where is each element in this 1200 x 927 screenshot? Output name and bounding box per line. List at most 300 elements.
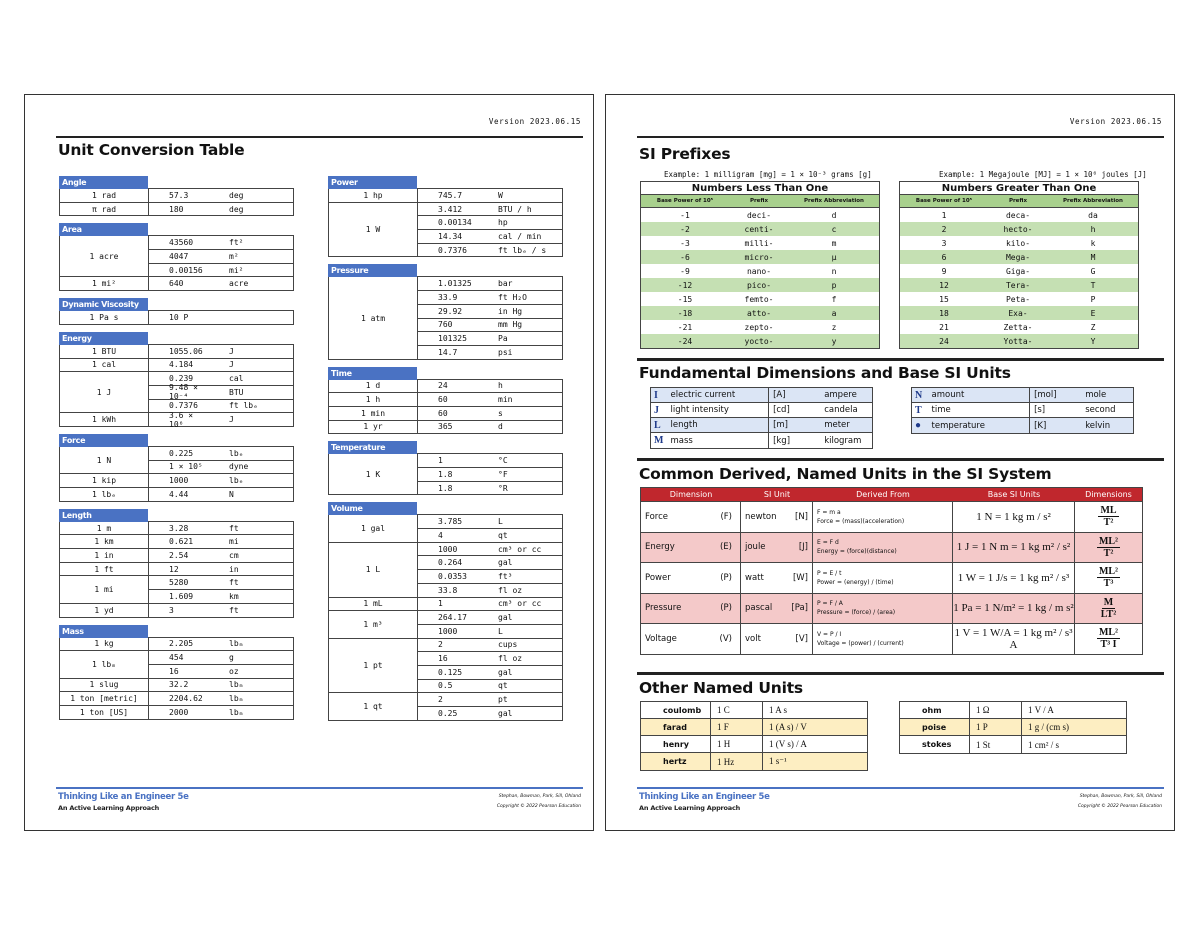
prefix-power: -1 xyxy=(680,210,690,220)
conversion-row xyxy=(418,277,562,291)
big-prefix-example: Example: 1 Megajoule [MJ] = 1 × 10⁶ joules [J] xyxy=(939,170,1147,179)
conversion-row xyxy=(418,203,562,217)
conversion-value: 2.54 xyxy=(169,550,189,560)
conversion-row xyxy=(418,611,562,625)
conversion-unit: in xyxy=(229,564,239,574)
section-title: Pressure xyxy=(328,264,417,277)
derived-unit xyxy=(741,624,813,654)
other-unit-name: ohm xyxy=(900,702,970,718)
quantity-name: Pressure xyxy=(645,603,682,614)
other-unit-base: 1 (V s) / A xyxy=(769,739,807,749)
dimension-name: temperature xyxy=(931,420,985,431)
conversion-row xyxy=(418,666,562,680)
conversion-unit: g xyxy=(229,653,234,663)
prefix-power: 6 xyxy=(941,252,947,262)
conversion-group xyxy=(59,410,294,429)
prefix-power: 2 xyxy=(941,224,947,234)
conversion-group xyxy=(328,393,563,407)
section-header-line xyxy=(148,434,294,447)
conversion-from: π rad xyxy=(60,203,149,217)
conversion-value: 1 × 10⁵ xyxy=(169,462,203,472)
other-unit-name: poise xyxy=(900,719,970,735)
section-header xyxy=(328,441,563,466)
dimension-symbol: ● xyxy=(915,420,922,431)
prefix-power: 9 xyxy=(941,266,947,276)
conversion-value: 745.7 xyxy=(438,190,463,200)
other-unit-name: stokes xyxy=(900,736,970,753)
prefix-header xyxy=(900,195,1138,208)
conversion-value: 33.9 xyxy=(438,292,458,302)
conversion-section xyxy=(59,434,294,502)
conversion-values xyxy=(149,311,293,325)
version-label: Version 2023.06.15 xyxy=(488,117,581,126)
section-header xyxy=(328,367,563,380)
other-unit-row xyxy=(900,702,1126,719)
dimension-denominator: T² xyxy=(1103,517,1114,529)
title-rule xyxy=(637,136,1164,138)
prefix-power: -3 xyxy=(680,238,690,248)
formula: E = F d xyxy=(817,539,839,547)
base-units: 1 V = 1 W/A = 1 kg m² / s³ A xyxy=(953,624,1075,654)
conversion-group xyxy=(59,706,294,720)
conversion-unit: lbₑ xyxy=(229,448,244,458)
conversion-group xyxy=(59,447,294,474)
footer-book-title: Thinking Like an Engineer 5e xyxy=(58,792,189,802)
conversion-group xyxy=(59,604,294,618)
prefix-abbrev: c xyxy=(831,224,837,234)
prefix-row xyxy=(641,250,879,264)
conversion-from: 1 J xyxy=(60,372,149,413)
conversion-value: 4047 xyxy=(169,251,189,261)
quantity-symbol: (P) xyxy=(720,603,732,614)
derived-from xyxy=(813,533,953,563)
conversion-unit: qt xyxy=(498,681,508,691)
conversion-row xyxy=(418,625,562,639)
conversion-value: 3.412 xyxy=(438,204,463,214)
derived-quantity xyxy=(641,594,741,624)
conversion-row xyxy=(149,488,293,502)
section-header xyxy=(59,625,294,638)
conversion-unit: h xyxy=(498,381,503,391)
derived-quantity xyxy=(641,624,741,654)
dimension-base-symbol: [K] xyxy=(1029,418,1075,433)
derived-units-table xyxy=(640,487,1143,655)
footer-authors: Stephan, Bowman, Park, Sill, Ohland xyxy=(498,794,581,799)
conversion-values xyxy=(418,454,562,495)
conversion-from: 1 K xyxy=(329,454,418,495)
section-title: Time xyxy=(328,367,417,380)
conversion-row xyxy=(149,447,293,461)
dimension-name: amount xyxy=(931,390,965,400)
prefix-row xyxy=(900,306,1138,320)
conversion-unit: J xyxy=(229,360,234,370)
dimension-formula xyxy=(1075,624,1142,654)
conversion-row xyxy=(418,230,562,244)
formula: V = P / I xyxy=(817,630,842,638)
conversion-from: 1 m³ xyxy=(329,611,418,638)
prefix-name: deca- xyxy=(1005,210,1031,220)
dimension-base-symbol: [A] xyxy=(768,388,814,402)
conversion-unit: deg xyxy=(229,190,244,200)
conversion-row xyxy=(418,291,562,305)
conversion-row xyxy=(418,454,562,468)
conversion-row xyxy=(418,407,562,421)
section-header-line xyxy=(417,441,563,454)
unit-name: watt xyxy=(745,572,764,583)
prefix-name: nano- xyxy=(746,266,772,276)
conversion-unit: Pa xyxy=(498,334,508,344)
conversion-value: 1.609 xyxy=(169,591,194,601)
conversion-unit: dyne xyxy=(229,462,249,472)
section-header-line xyxy=(417,502,563,515)
prefix-power: 12 xyxy=(939,280,949,290)
quantity-name: Force xyxy=(645,511,668,522)
conversion-group xyxy=(59,549,294,563)
conversion-unit: fl oz xyxy=(498,654,523,664)
conversion-from: 1 min xyxy=(329,407,418,421)
conversion-unit: °R xyxy=(498,483,508,493)
conversion-from: 1 yr xyxy=(329,421,418,435)
section-title: Temperature Change xyxy=(328,441,417,454)
dimension-name: length xyxy=(670,420,698,430)
section-title: Power xyxy=(328,176,417,189)
prefix-power: -24 xyxy=(677,336,693,346)
conversion-unit: psi xyxy=(498,347,513,357)
conversion-row xyxy=(149,250,293,264)
section-title: Area xyxy=(59,223,148,236)
conversion-from: 1 slug xyxy=(60,679,149,693)
conversion-value: 640 xyxy=(169,279,184,289)
unit-name: newton xyxy=(745,511,777,522)
conversion-values xyxy=(149,563,293,577)
conversion-unit: J xyxy=(229,346,234,356)
prefix-power: -21 xyxy=(677,322,693,332)
conversion-value: 12 xyxy=(169,564,179,574)
conversion-row xyxy=(149,264,293,278)
conversion-from: 1 pt xyxy=(329,639,418,694)
conversion-value: 1000 xyxy=(438,544,458,554)
conversion-unit: ft xyxy=(229,578,239,588)
conversion-values xyxy=(149,372,293,413)
quantity-symbol: (P) xyxy=(720,572,732,583)
prefix-row xyxy=(900,334,1138,348)
other-unit-symbol: 1 H xyxy=(711,736,763,752)
unit-abbrev: [Pa] xyxy=(791,603,808,614)
conversion-unit: lbₘ xyxy=(229,639,244,649)
prefix-abbrev: G xyxy=(1090,266,1096,276)
other-unit-symbol: 1 P xyxy=(970,719,1022,735)
conversion-unit: ft³ xyxy=(498,571,513,581)
conversion-values xyxy=(418,393,562,407)
conversion-group xyxy=(328,598,563,612)
conversion-unit: gal xyxy=(498,667,513,677)
section-header-line xyxy=(148,176,294,189)
conversion-values xyxy=(149,706,293,720)
dimension-numerator: ML² xyxy=(1098,535,1119,547)
section-header-line xyxy=(417,264,563,277)
prefix-abbrev: y xyxy=(831,336,837,346)
section-header-line xyxy=(417,367,563,380)
other-units-title: Other Named Units xyxy=(639,679,803,697)
si-prefixes-title: SI Prefixes xyxy=(639,145,731,163)
conversion-values xyxy=(149,604,293,618)
conversion-value: 14.34 xyxy=(438,231,463,241)
conversion-row xyxy=(149,461,293,475)
conversion-row xyxy=(149,383,293,402)
conversion-unit: cups xyxy=(498,640,518,650)
conversion-row xyxy=(418,707,562,721)
conversion-unit: acre xyxy=(229,279,249,289)
derived-quantity xyxy=(641,533,741,563)
conversion-group xyxy=(328,421,563,435)
conversion-from: 1 lbₑ xyxy=(60,488,149,502)
prefix-abbrev: p xyxy=(831,280,837,290)
dimension-symbol: T xyxy=(915,404,922,416)
prefix-power: -12 xyxy=(677,280,693,290)
conversion-row xyxy=(149,679,293,693)
conversion-row xyxy=(418,598,562,612)
prefix-abbrev: Z xyxy=(1090,322,1096,332)
prefix-name: zepto- xyxy=(744,322,774,332)
dimension-formula xyxy=(1075,533,1142,563)
header-derived-from: Derived From xyxy=(856,490,910,499)
conversion-unit: N xyxy=(229,489,234,499)
section-header-line xyxy=(148,223,294,236)
footer-copyright: Copyright © 2022 Pearson Education xyxy=(496,804,581,809)
conversion-row xyxy=(149,474,293,488)
section-header-line xyxy=(417,176,563,189)
section-header xyxy=(59,223,294,236)
conversion-from: 1 km xyxy=(60,535,149,549)
conversion-from: 1 d xyxy=(329,380,418,394)
header-abbrev: Prefix Abbreviation xyxy=(804,198,864,204)
quantity-symbol: (F) xyxy=(720,511,732,522)
conversion-value: 1.8 xyxy=(438,469,453,479)
conversion-value: 0.7376 xyxy=(169,401,198,411)
prefix-abbrev: a xyxy=(831,308,837,318)
base-units: 1 J = 1 N m = 1 kg m² / s² xyxy=(953,533,1075,563)
conversion-group xyxy=(59,189,294,203)
conversion-row xyxy=(418,216,562,230)
quantity-name: Voltage xyxy=(645,633,677,644)
header-dimensions: Dimensions xyxy=(1085,490,1132,499)
conversion-value: 60 xyxy=(438,395,448,405)
dimension-base-unit: ampere xyxy=(824,390,857,400)
derived-from xyxy=(813,563,953,593)
section-title: Force xyxy=(59,434,148,447)
conversion-unit: hp xyxy=(498,218,508,228)
section-title: Length xyxy=(59,509,148,522)
small-prefix-table xyxy=(640,181,880,349)
prefix-row xyxy=(900,264,1138,278)
derived-from xyxy=(813,594,953,624)
quantity-name: Power xyxy=(645,572,671,583)
dimension-name: electric current xyxy=(670,390,736,400)
dimension-formula xyxy=(1075,563,1142,593)
section-rule xyxy=(637,458,1164,461)
dimension-base-unit: kilogram xyxy=(824,435,862,446)
conversion-row xyxy=(149,359,293,373)
conversion-from: 1 kip xyxy=(60,474,149,488)
conversion-row xyxy=(418,189,562,203)
conversion-values xyxy=(149,447,293,474)
conversion-row xyxy=(418,244,562,258)
conversion-unit: L xyxy=(498,626,503,636)
dimension-row xyxy=(651,403,872,418)
derived-row xyxy=(641,593,1142,624)
conversion-values xyxy=(418,611,562,638)
prefix-abbrev: n xyxy=(831,266,837,276)
conversion-unit: cm³ or cc xyxy=(498,599,542,609)
conversion-values xyxy=(418,515,562,542)
conversion-row xyxy=(149,522,293,536)
dimension-base-unit: meter xyxy=(824,420,850,430)
conversion-unit: mm Hg xyxy=(498,320,523,330)
header-prefix: Prefix xyxy=(1008,198,1028,204)
conversion-from: 1 ton [US] xyxy=(60,706,149,720)
prefix-row xyxy=(900,250,1138,264)
conversion-values xyxy=(149,535,293,549)
conversion-row xyxy=(149,345,293,359)
conversion-value: 180 xyxy=(169,204,184,214)
conversion-value: 4 xyxy=(438,530,443,540)
base-units: 1 N = 1 kg m / s² xyxy=(953,502,1075,532)
conversion-values xyxy=(149,679,293,693)
prefix-abbrev: h xyxy=(1090,224,1096,234)
conversion-from: 1 kWh xyxy=(60,413,149,427)
conversion-unit: ft xyxy=(229,605,239,615)
conversion-values xyxy=(149,359,293,373)
conversion-row xyxy=(418,380,562,394)
conversion-values xyxy=(149,576,293,603)
prefix-name: Giga- xyxy=(1005,266,1031,276)
conversion-value: 1000 xyxy=(438,626,458,636)
conversion-value: 43560 xyxy=(169,238,194,248)
dimension-name: light intensity xyxy=(670,405,729,415)
other-unit-name: hertz xyxy=(641,753,711,770)
conversion-row xyxy=(149,638,293,652)
conversion-group xyxy=(328,407,563,421)
conversion-values xyxy=(418,407,562,421)
other-unit-base: 1 cm² / s xyxy=(1028,739,1059,750)
conversion-group xyxy=(59,638,294,652)
conversion-value: 2204.62 xyxy=(169,694,203,704)
prefix-name: pico- xyxy=(746,280,772,290)
conversion-unit: cal xyxy=(229,374,244,384)
prefix-row xyxy=(900,236,1138,250)
unit-abbrev: [N] xyxy=(795,511,808,522)
prefix-row xyxy=(641,222,879,236)
prefix-row xyxy=(641,264,879,278)
conversion-from: 1 atm xyxy=(329,277,418,359)
dimensions-table-left xyxy=(650,387,873,449)
conversion-values xyxy=(418,598,562,612)
dimension-row xyxy=(912,418,1133,433)
prefix-name: yocto- xyxy=(744,336,774,346)
conversion-value: 33.8 xyxy=(438,585,458,595)
conversion-section xyxy=(59,176,294,216)
conversion-unit: in Hg xyxy=(498,306,523,316)
conversion-group xyxy=(59,277,294,291)
conversion-value: 24 xyxy=(438,381,448,391)
conversion-from: 1 cal xyxy=(60,359,149,373)
conversion-group xyxy=(59,345,294,359)
conversion-value: 0.25 xyxy=(438,708,458,718)
footer-authors: Stephan, Bowman, Park, Sill, Ohland xyxy=(1079,794,1162,799)
conversion-row xyxy=(149,410,293,429)
prefix-power: 18 xyxy=(939,308,949,318)
dimension-base-unit: candela xyxy=(824,405,858,415)
conversion-values xyxy=(149,488,293,502)
conversion-group xyxy=(59,474,294,488)
section-header xyxy=(328,176,563,189)
conversion-row xyxy=(418,584,562,598)
unit-conversion-page xyxy=(24,94,594,831)
prefix-row xyxy=(900,278,1138,292)
prefix-power: -15 xyxy=(677,294,693,304)
unit-abbrev: [V] xyxy=(795,633,808,644)
conversion-values xyxy=(418,543,562,598)
conversion-values xyxy=(149,549,293,563)
conversion-value: 32.2 xyxy=(169,680,189,690)
prefix-power: 21 xyxy=(939,322,949,332)
conversion-values xyxy=(149,189,293,203)
conversion-unit: s xyxy=(498,408,503,418)
conversion-value: 9.48 × 10⁻⁴ xyxy=(169,383,198,402)
prefix-power: -2 xyxy=(680,224,690,234)
conversion-group xyxy=(59,576,294,603)
conversion-value: 1000 xyxy=(169,476,189,486)
section-rule xyxy=(637,358,1164,361)
conversion-section xyxy=(328,264,563,359)
conversion-values xyxy=(149,638,293,652)
conversion-value: 0.0353 xyxy=(438,571,467,581)
section-header-line xyxy=(148,332,294,345)
conversion-value: 2 xyxy=(438,695,443,705)
conversion-unit: ft H₂O xyxy=(498,292,527,302)
conversion-row xyxy=(418,332,562,346)
prefix-abbrev: k xyxy=(1090,238,1096,248)
section-title: Volume xyxy=(328,502,417,515)
page-title: Unit Conversion Table xyxy=(58,141,245,159)
conversion-value: 3.785 xyxy=(438,517,463,527)
conversion-column-1 xyxy=(59,176,294,727)
si-reference-page xyxy=(605,94,1175,831)
dimension-symbol: J xyxy=(654,404,659,416)
prefix-power: -6 xyxy=(680,252,690,262)
section-header-line xyxy=(148,298,294,311)
conversion-value: 2 xyxy=(438,640,443,650)
conversion-row xyxy=(149,692,293,706)
conversion-value: 1 xyxy=(438,456,443,466)
conversion-from: 1 BTU xyxy=(60,345,149,359)
unit-abbrev: [J] xyxy=(798,542,808,553)
conversion-value: 0.125 xyxy=(438,667,463,677)
section-header xyxy=(59,434,294,447)
other-unit-symbol: 1 St xyxy=(970,736,1022,753)
section-header xyxy=(59,298,294,311)
prefix-power: 15 xyxy=(939,294,949,304)
conversion-value: 3 xyxy=(169,605,174,615)
conversion-group xyxy=(328,515,563,542)
derived-quantity xyxy=(641,502,741,532)
conversion-unit: qt xyxy=(498,530,508,540)
conversion-unit: BTU xyxy=(229,387,244,397)
derived-from xyxy=(813,624,953,654)
conversion-row xyxy=(418,652,562,666)
conversion-row xyxy=(149,535,293,549)
other-unit-symbol: 1 F xyxy=(711,719,763,735)
